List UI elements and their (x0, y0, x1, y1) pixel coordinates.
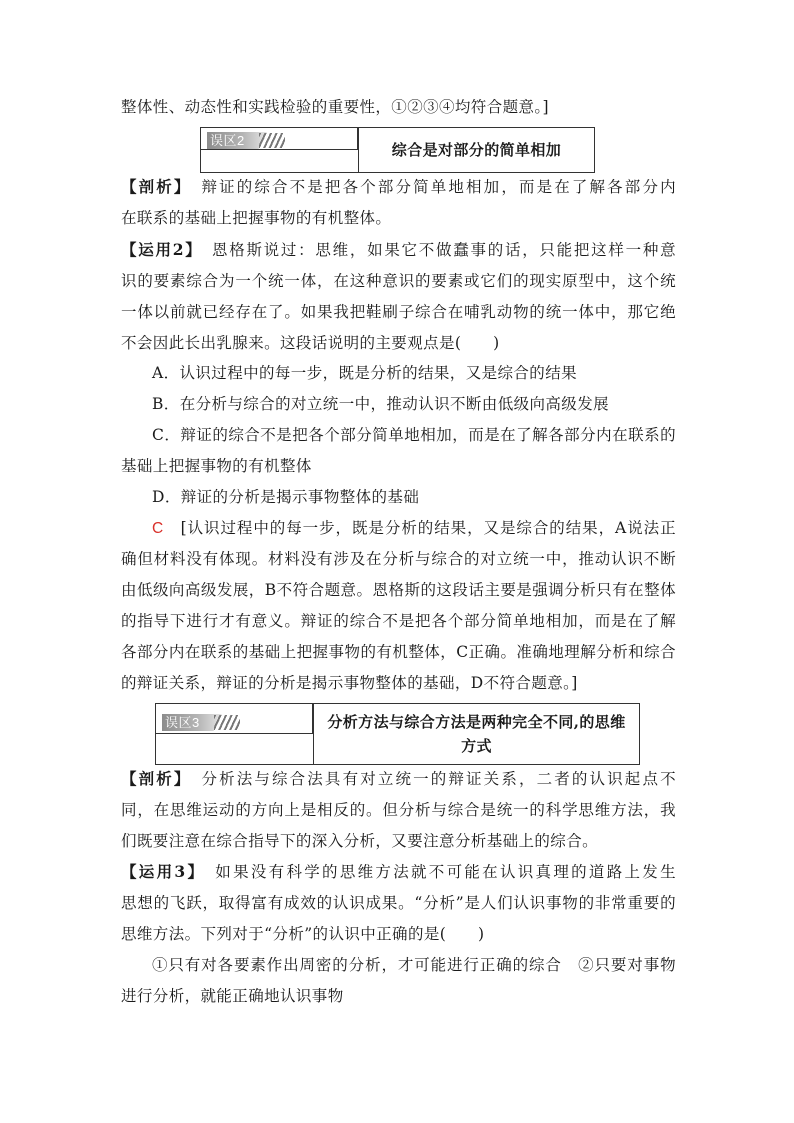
apply-3-line-1: 【运用3】 如果没有科学的思维方法就不可能在认识真理的道路上发生 (121, 862, 676, 881)
answer-line-4: 的指导下进行才有意义。辩证的综合不是把各个部分简单地相加，而是在了解 (121, 612, 676, 630)
analysis-3-line-1: 【剖析】 分析法与综合法具有对立统一的辩证关系，二者的认识起点不 (121, 769, 676, 788)
answer-line-1: C [认识过程中的每一步，既是分析的结果，又是综合的结果，A说法正 (152, 519, 676, 537)
apply-2-line-2: 识的要素综合为一个统一体，在这种意识的要素或它们的现实原型中，这个统 (121, 272, 676, 290)
apply-2-line-1: 【运用2】 恩格斯说过：思维，如果它不做蠢事的话，只能把这样一种意 (121, 240, 676, 259)
answer-line-5: 各部分内在联系的基础上把握事物的有机整体，C正确。准确地理解分析和综合 (121, 643, 676, 661)
statement-line-2: 进行分析，就能正确地认识事物 (121, 987, 344, 1005)
apply-2-line-4: 不会因此长出乳腺来。这段话说明的主要观点是( ) (121, 334, 500, 352)
misconception-2-title: 综合是对部分的简单相加 (391, 141, 562, 159)
misconception-3-box (155, 703, 640, 765)
misconception-3-label: 误区3 (165, 715, 200, 730)
apply-3-line-2: 思想的飞跃，取得富有成效的认识成果。“分析”是人们认识事物的非常重要的 (121, 894, 676, 912)
apply-3-line-3: 思维方法。下列对于“分析”的认识中正确的是( ) (121, 925, 485, 943)
statement-line-1: ①只有对各要素作出周密的分析，才可能进行正确的综合 ②只要对事物 (152, 956, 676, 974)
apply-2-line-3: 一体以前就已经存在了。如果我把鞋刷子综合在哺乳动物的统一体中，那它绝 (121, 303, 676, 321)
analysis-3-line-2: 同，在思维运动的方向上是相反的。但分析与综合是统一的科学思维方法，我 (121, 801, 676, 819)
misconception-2-tag (201, 128, 358, 150)
answer-line-3: 由低级向高级发展，B不符合题意。恩格斯的这段话主要是强调分析只有在整体 (121, 581, 676, 599)
misconception-2-label: 误区2 (210, 133, 245, 148)
option-d: D．辩证的分析是揭示事物整体的基础 (152, 488, 420, 506)
apply-3-label: 【运用3】 (121, 862, 198, 881)
misconception-2-box (200, 127, 595, 173)
option-c-line-1: C．辩证的综合不是把各个部分简单地相加，而是在了解各部分内在联系的 (152, 426, 676, 444)
analysis-3-label: 【剖析】 (121, 769, 184, 788)
option-a: A．认识过程中的每一步，既是分析的结果，又是综合的结果 (152, 364, 577, 382)
option-c-line-2: 基础上把握事物的有机整体 (121, 457, 312, 475)
option-b: B．在分析与综合的对立统一中，推动认识不断由低级向高级发展 (152, 395, 609, 413)
answer-line-2: 确但材料没有体现。材料没有涉及在分析与综合的对立统一中，推动认识不断 (121, 550, 676, 568)
answer-letter: C (152, 520, 164, 537)
analysis-2-line-1: 【剖析】 辩证的综合不是把各个部分简单地相加，而是在了解各部分内 (121, 177, 676, 196)
misconception-3-title: 分析方法与综合方法是两种完全不同,的思维 方式 (327, 713, 626, 755)
misconception-3-tag (156, 704, 313, 734)
analysis-2-label: 【剖析】 (121, 177, 184, 196)
apply-2-label: 【运用2】 (121, 240, 195, 259)
analysis-2-line-2: 在联系的基础上把握事物的有机整体。 (121, 209, 392, 227)
answer-line-6: 的辩证关系，辩证的分析是揭示事物整体的基础，D不符合题意。] (121, 674, 578, 692)
previous-answer-tail: 整体性、动态性和实践检验的重要性，①②③④均符合题意。] (121, 98, 549, 116)
analysis-3-line-3: 们既要注意在综合指导下的深入分析，又要注意分析基础上的综合。 (121, 832, 599, 850)
